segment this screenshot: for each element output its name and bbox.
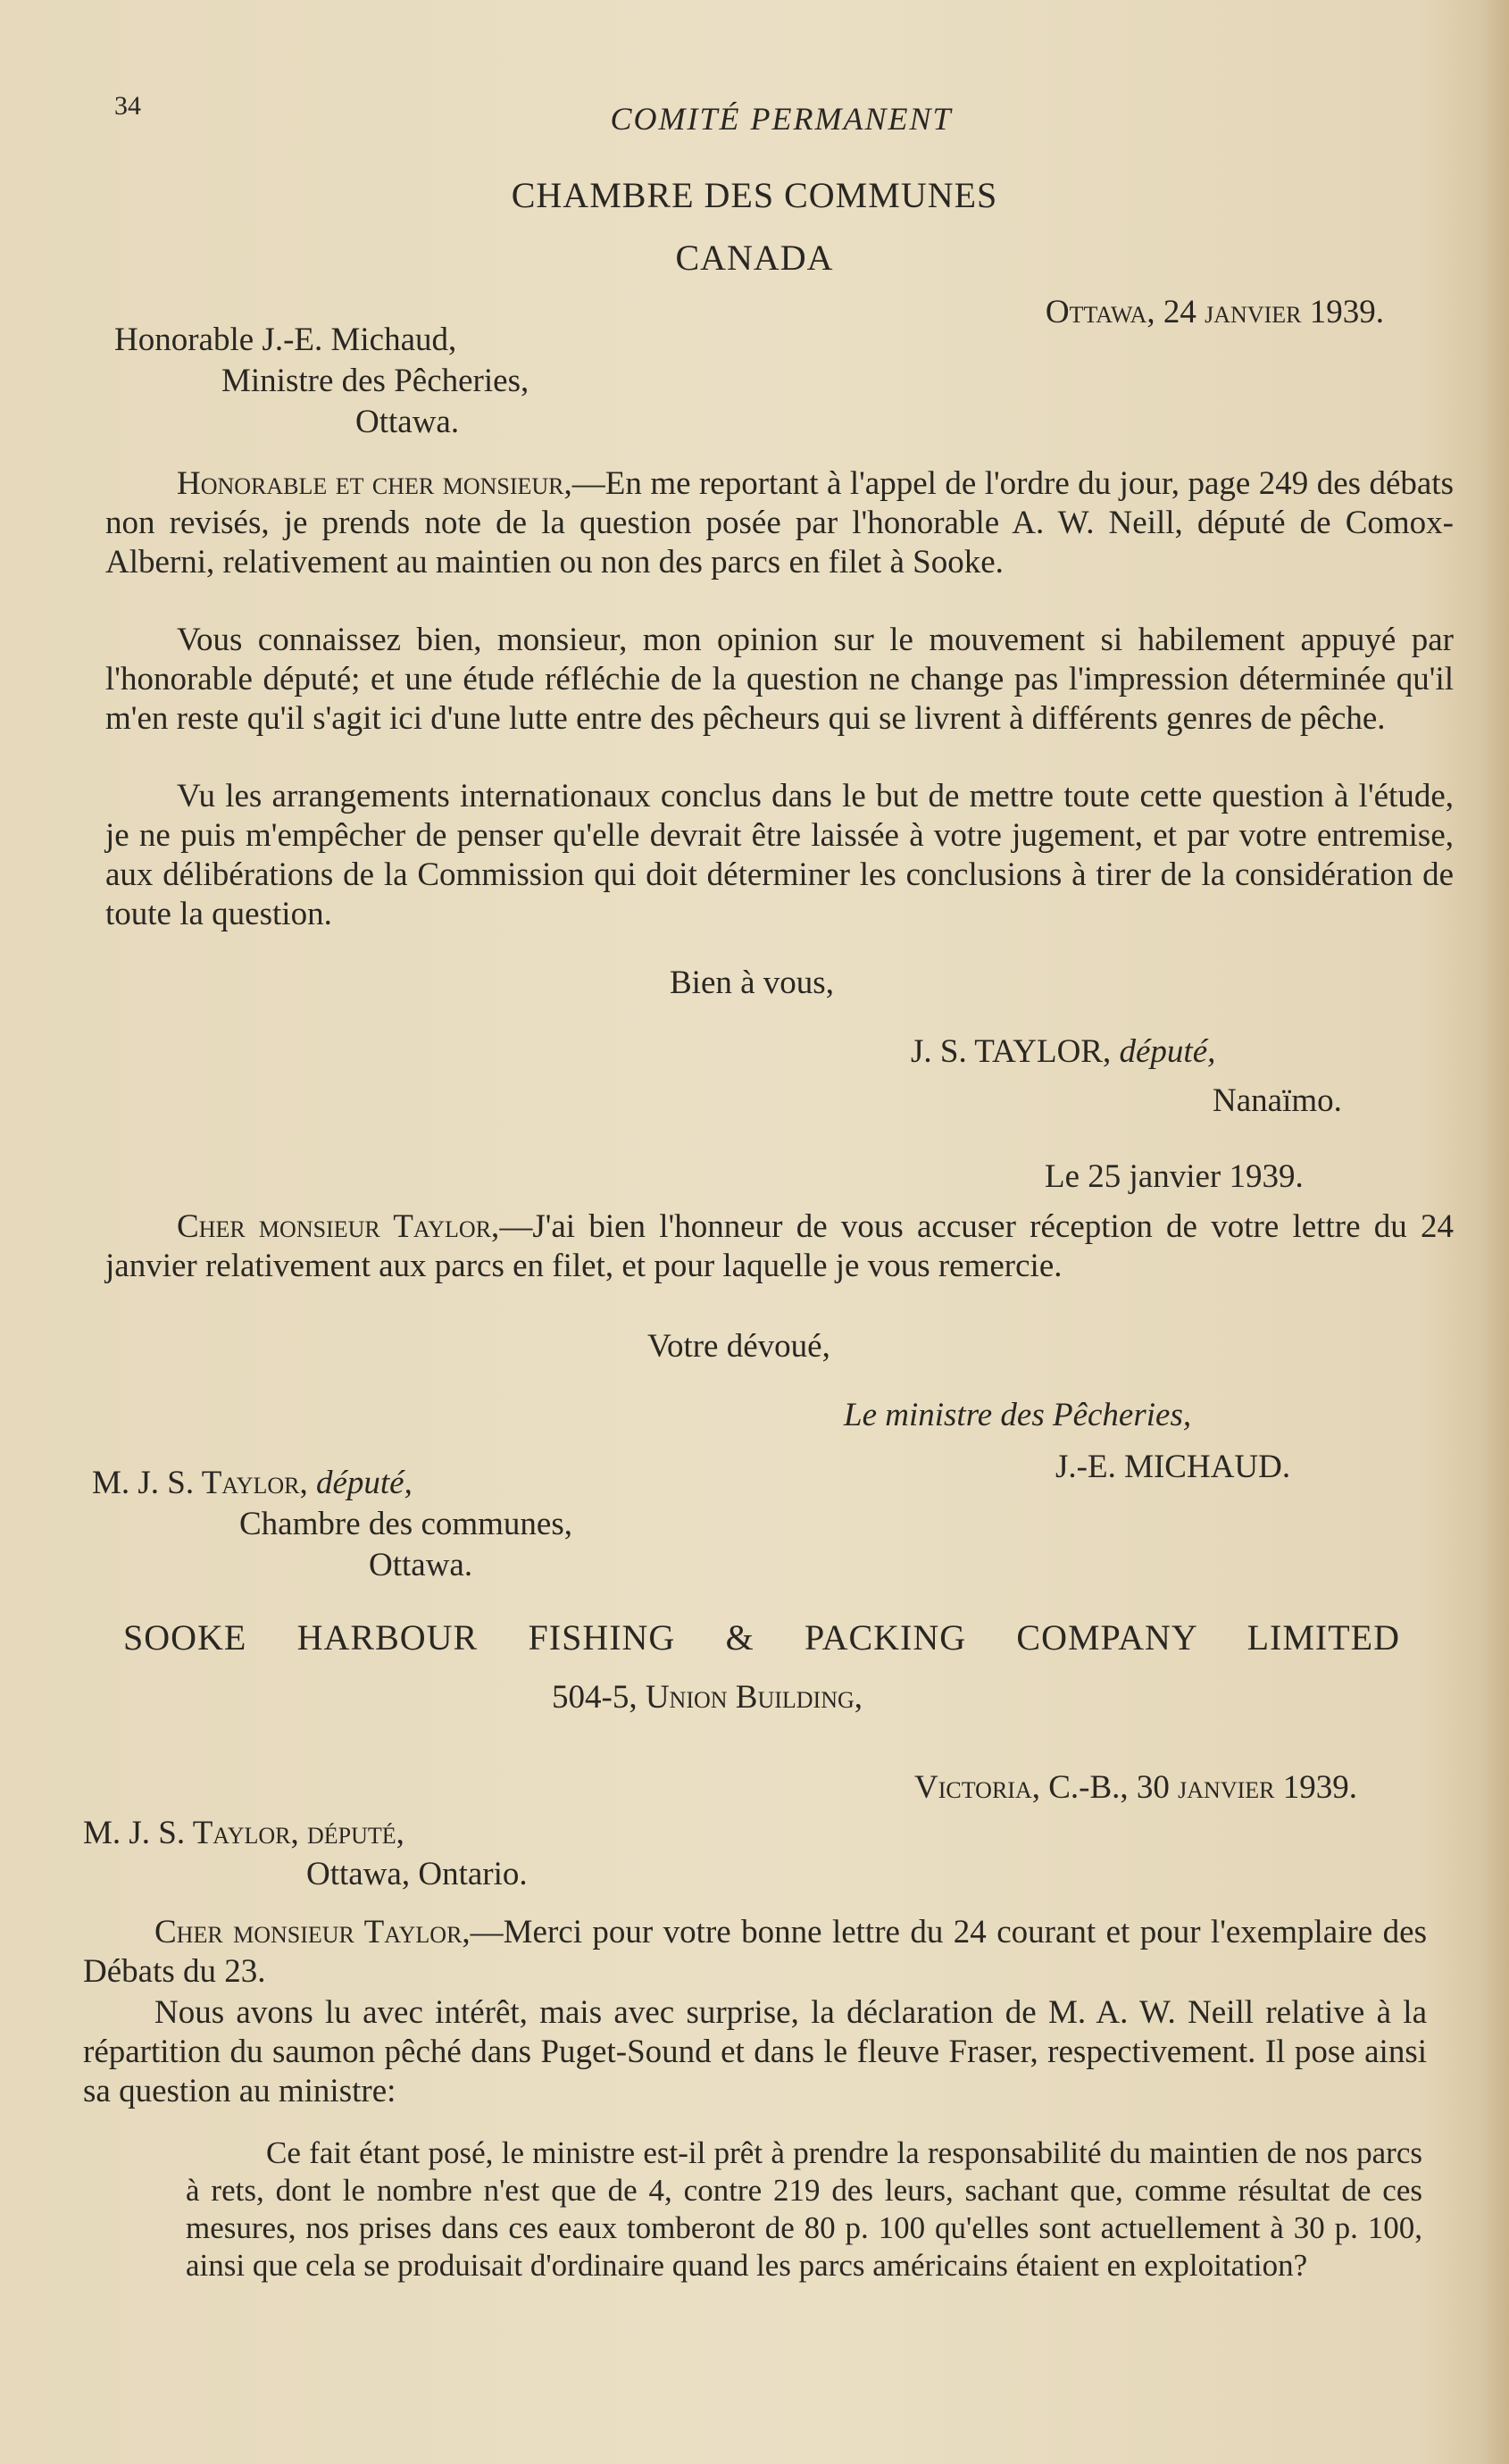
signature-title: député, (1119, 1033, 1216, 1070)
letter1-place-date (804, 293, 1384, 331)
paragraph-text: —Merci pour votre bonne lettre du 24 courant et pour l'exemplaire des Débats du 23. (83, 1914, 1427, 1990)
letter2-closing: Votre dévoué, (647, 1328, 830, 1365)
salutation: Cher monsieur Taylor, (154, 1914, 471, 1950)
addressee-line: Ottawa. (355, 404, 460, 440)
company-name: SOOKE HARBOUR FISHING & PACKING COMPANY LIMITED (123, 1617, 1400, 1658)
letterhead-subtitle: CANADA (675, 238, 834, 278)
letter2-addressee (92, 1463, 806, 1586)
letter1-sign-place: Nanaïmo. (1213, 1082, 1342, 1119)
addressee-line (92, 1463, 806, 1504)
addressee-line: Honorable J.-E. Michaud, (114, 322, 457, 358)
letter3-addressee (83, 1813, 797, 1895)
addressee-line: Ministre des Pêcheries, (221, 363, 529, 399)
letter1-paragraph-1 (105, 464, 1454, 582)
addressee-line: M. J. S. Taylor, député, (83, 1815, 404, 1851)
addressee-line: Ottawa. (369, 1547, 473, 1583)
paragraph-text: —J'ai bien l'honneur de vous accuser réception de votre lettre du 24 janvier relativement aux parcs en filet, et pour laquelle je vous remercie. (105, 1208, 1454, 1284)
salutation: Cher monsieur Taylor, (177, 1208, 500, 1245)
running-head: COMITÉ PERMANENT (610, 101, 953, 137)
letter2-sign-name: J.-E. MICHAUD. (1055, 1449, 1291, 1485)
letter1-paragraph-3: Vu les arrangements internationaux conclus dans le but de mettre toute cette question à l'étude, je ne puis m'empêcher de penser qu'elle devrait être laissée à votre jugement, et par votre entremise, aux délibérations de la Commission qui doit déterminer les conclusions à tirer de la considération de toute la question. (105, 778, 1454, 932)
addressee-line: Chambre des communes, (239, 1506, 572, 1542)
addressee-line: Ottawa, Ontario. (306, 1856, 528, 1892)
letter3-paragraph-1 (83, 1913, 1427, 1992)
letter2-paragraph-1 (105, 1207, 1454, 1286)
letter1-signature (911, 1032, 1215, 1073)
salutation: Honorable et cher monsieur, (177, 465, 572, 502)
letter2-date: Le 25 janvier 1939. (1045, 1158, 1304, 1195)
letter3-paragraph-2: Nous avons lu avec intérêt, mais avec surprise, la déclaration de M. A. W. Neill relative à la répartition du saumon pêché dans Puget-Sound et dans le fleuve Fraser, respectivement. Il pose ainsi sa question au ministre: (83, 1994, 1427, 2109)
letter2-sign-role: Le ministre des Pêcheries, (844, 1397, 1192, 1433)
company-address-text: 504-5, Union Building, (552, 1679, 863, 1716)
company-address (552, 1677, 863, 1718)
letter1-paragraph-2: Vous connaissez bien, monsieur, mon opinion sur le mouvement si habilement appuyé par l'honorable député; et une étude réfléchie de la question ne change pas l'impression déterminée qu'il m'en reste qu'il s'agit ici d'une lutte entre des pêcheurs qui se livrent à différents genres de pêche. (105, 622, 1454, 737)
page-number: 34 (114, 91, 141, 121)
quoted-question: Ce fait étant posé, le ministre est-il prêt à prendre la responsabilité du maintien de nos parcs à rets, dont le nombre n'est que de 4, contre 219 des leurs, sachant que, comme résultat de ces mesures, nos prises dans ces eaux tomberont de 80 p. 100 qu'elles sont actuellement à 30 p. 100, ainsi que cela se produisait d'ordinaire quand les parcs américains étaient en exploitation? (186, 2135, 1422, 2283)
letter1-addressee (114, 320, 739, 443)
letter3-place-date-text: Victoria, C.-B., 30 janvier 1939. (914, 1769, 1357, 1806)
paragraph-text: —En me reportant à l'appel de l'ordre du jour, page 249 des débats non revisés, je prends note de la question posée par l'honorable A. W. Neill, député de Comox-Alberni, relativement au maintien ou non des parcs en filet à Sooke. (105, 465, 1454, 581)
addressee-title: député, (315, 1465, 413, 1501)
letter3-place-date (714, 1768, 1357, 1807)
letterhead-title: CHAMBRE DES COMMUNES (511, 175, 998, 215)
letter1-place-date-text: Ottawa, 24 janvier 1939. (1045, 294, 1384, 330)
signature-name: J. S. TAYLOR, (911, 1033, 1112, 1070)
addressee-name: M. J. S. Taylor, (92, 1465, 308, 1501)
letter1-closing: Bien à vous, (670, 965, 834, 1001)
